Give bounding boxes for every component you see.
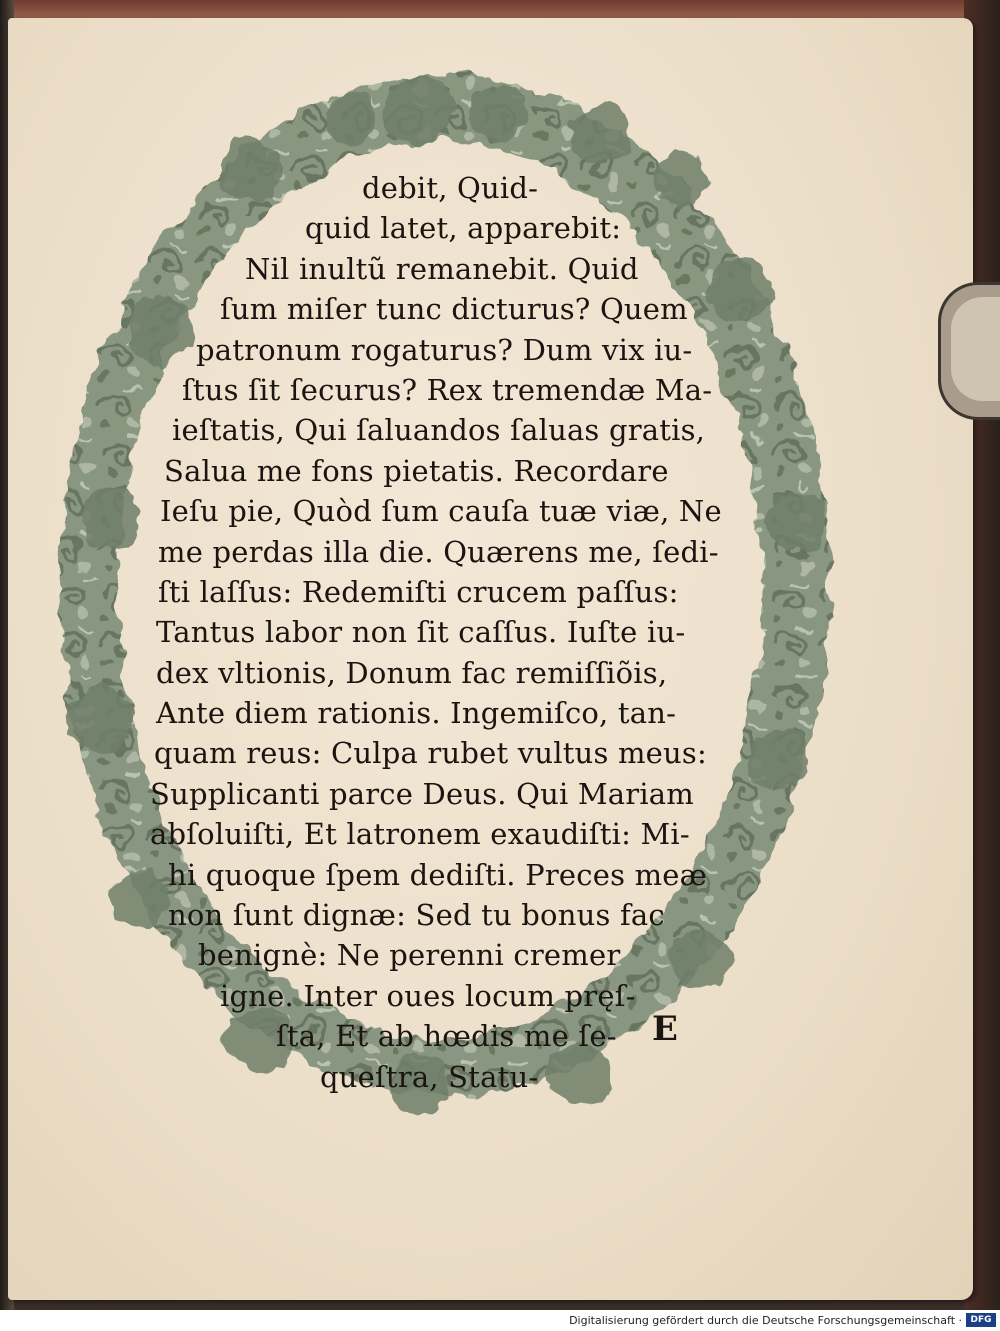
text-line-4: ſum miſer tunc dicturus? Quem — [220, 292, 688, 327]
text-line-21: igne. Inter oues locum pręſ- — [220, 978, 636, 1013]
text-line-9: Ieſu pie, Quòd ſum cauſa tuæ viæ, Ne — [160, 494, 722, 529]
dfg-logo: DFG — [966, 1313, 996, 1327]
text-line-11: ſti laſſus: Redemiſti crucem paſſus: — [158, 574, 679, 609]
footer-credit: Digitalisierung gefördert durch die Deutsche Forschungsgemeinschaft · — [569, 1314, 962, 1327]
text-line-16: Supplicanti parce Deus. Qui Mariam — [150, 776, 694, 811]
text-line-3: Nil inultũ remanebit. Quid — [245, 251, 639, 286]
text-line-12: Tantus labor non ſit caſſus. Iuſte iu- — [156, 615, 686, 650]
text-line-1: debit, Quid- — [362, 171, 539, 205]
text-line-13: dex vltionis, Donum fac remiſſiõis, — [156, 655, 668, 690]
text-line-18: hi quoque ſpem dediſti. Preces meæ — [168, 857, 708, 892]
text-line-5: patronum rogaturus? Dum vix iu- — [196, 332, 693, 367]
text-line-19: non ſunt dignæ: Sed tu bonus fac — [168, 898, 665, 933]
text-line-2: quid latet, apparebit: — [305, 211, 622, 246]
text-line-14: Ante diem rationis. Ingemiſco, tan- — [156, 696, 677, 731]
digitization-footer — [0, 1310, 1000, 1331]
text-line-20: benignè: Ne perenni cremer — [198, 938, 621, 973]
text-line-10: me perdas illa die. Quærens me, ſedi- — [158, 534, 719, 569]
page-text-block — [140, 168, 740, 1097]
text-line-8: Salua me fons pietatis. Recordare — [164, 453, 669, 488]
text-line-23: queſtra, Statu- — [320, 1059, 539, 1094]
text-line-17: abſoluiſti, Et latronem exaudiſti: Mi- — [150, 817, 690, 852]
text-line-6: ſtus ſit ſecurus? Rex tremendæ Ma- — [182, 372, 713, 407]
text-line-7: ieſtatis, Qui ſaluandos ſaluas gratis, — [172, 413, 706, 448]
text-line-22: ſta, Et ab hœdis me ſe- — [276, 1019, 617, 1054]
text-line-15: quam reus: Culpa rubet vultus meus: — [154, 736, 707, 771]
signature-mark: E — [652, 1009, 678, 1049]
